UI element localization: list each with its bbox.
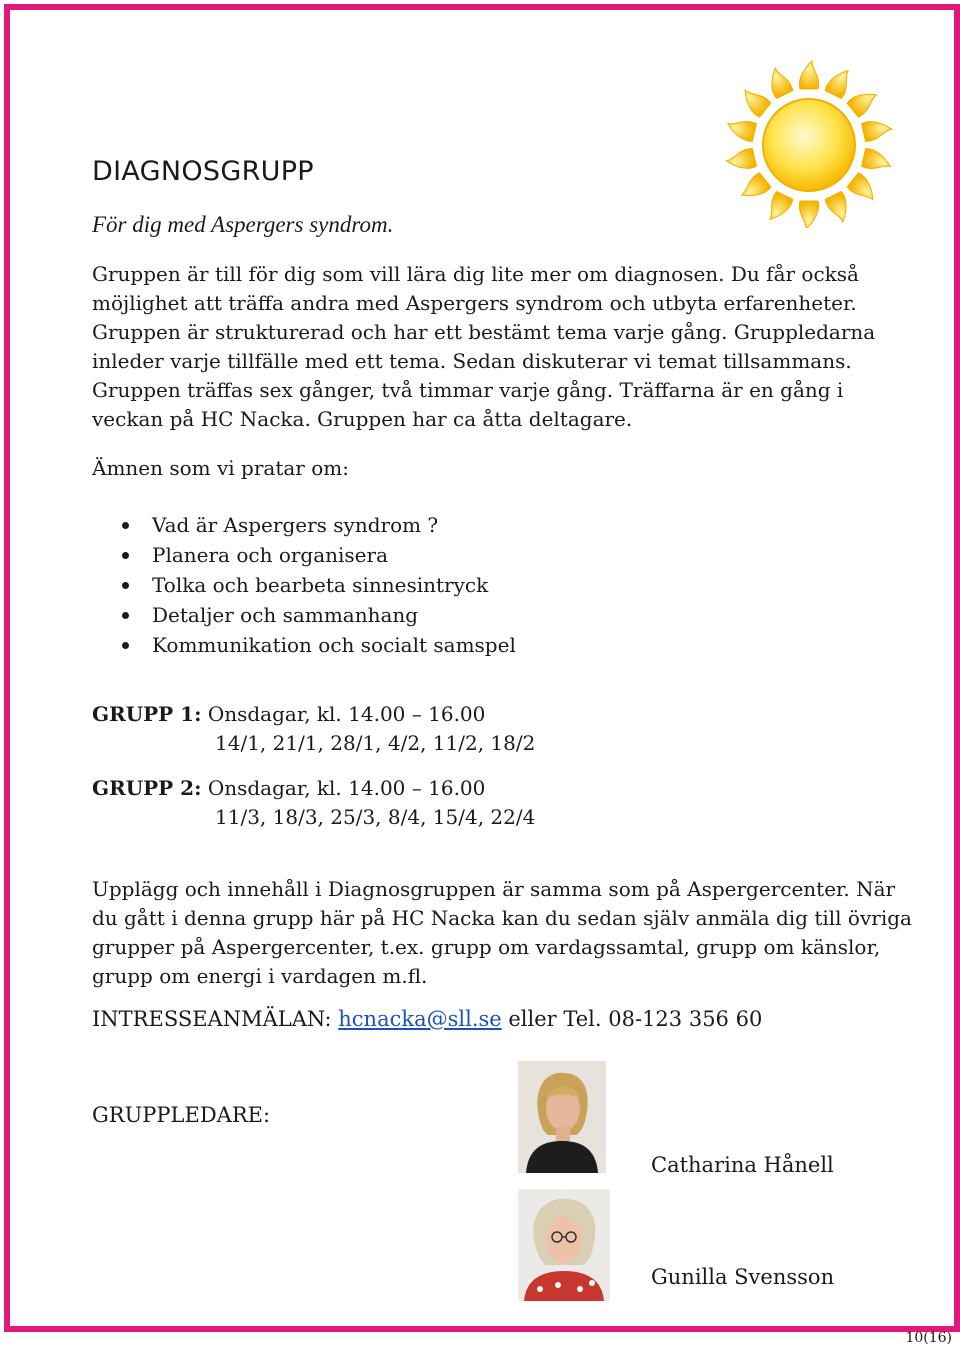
sun-ray bbox=[847, 85, 881, 117]
info-paragraph: Upplägg och innehåll i Diagnosgruppen är samma som på Aspergercenter. När du gått i denna grupp här på HC Nacka kan du sedan själv anmäla dig till övriga grupper på Aspergercenter, t.ex. grupp om vardagssamtal, grupp om känslor, grupp om energi i vardagen m.fl. bbox=[92, 877, 912, 988]
list-item bbox=[92, 510, 516, 540]
bullet-icon bbox=[122, 642, 129, 649]
sun-ray bbox=[825, 65, 854, 99]
contact-phone: eller Tel. 08-123 356 60 bbox=[501, 1007, 763, 1031]
sun-ray bbox=[847, 172, 881, 204]
topic-text: Vad är Aspergers syndrom ? bbox=[152, 513, 439, 537]
group-dates: 14/1, 21/1, 28/1, 4/2, 11/2, 18/2 bbox=[215, 731, 536, 755]
bullet-icon bbox=[122, 612, 129, 619]
page-title: DIAGNOSGRUPP bbox=[92, 156, 314, 187]
bullet-icon bbox=[122, 522, 129, 529]
sun-ray bbox=[725, 117, 757, 142]
group-dates: 11/3, 18/3, 25/3, 8/4, 15/4, 22/4 bbox=[215, 805, 536, 829]
sun-ray bbox=[861, 148, 893, 173]
intro-paragraph: Gruppen är till för dig som vill lära dig lite mer om diagnosen. Du får också möjlighet att träffa andra med Aspergers syndrom och utbyta erfarenheter. Gruppen är strukturerad och har ett bestämt tema varje gång. Gruppledarna inleder varje tillfälle med ett tema. Sedan diskuterar vi temat tillsammans. Gruppen träffas sex gånger, två timmar varje gång. Träffarna är en gång i veckan på HC Nacka. Gruppen har ca åtta deltagare. bbox=[92, 262, 876, 431]
list-item bbox=[92, 630, 516, 660]
leader-photo-2 bbox=[518, 1189, 610, 1301]
list-item bbox=[92, 570, 516, 600]
list-item bbox=[92, 600, 516, 630]
leader-name-1: Catharina Hånell bbox=[651, 1153, 834, 1177]
sun-ray bbox=[737, 172, 771, 204]
sun-ray bbox=[799, 201, 818, 228]
sun-ray bbox=[737, 85, 771, 117]
group-time: Onsdagar, kl. 14.00 – 16.00 bbox=[201, 776, 486, 800]
subtitle: För dig med Aspergers syndrom. bbox=[92, 212, 394, 237]
group-label: GRUPP 2: bbox=[92, 776, 202, 800]
leader-name-2: Gunilla Svensson bbox=[651, 1265, 835, 1289]
sun-ray bbox=[725, 148, 757, 173]
group-2-info bbox=[92, 774, 535, 832]
sun-ray bbox=[764, 191, 793, 225]
contact-line bbox=[92, 1007, 762, 1031]
group-1-info bbox=[92, 700, 535, 758]
bullet-icon bbox=[122, 552, 129, 559]
email-link[interactable]: hcnacka@sll.se bbox=[338, 1007, 502, 1031]
topic-text: Detaljer och sammanhang bbox=[152, 603, 419, 627]
page-number: 10(16) bbox=[905, 1330, 952, 1346]
sun-illustration bbox=[724, 58, 894, 228]
topic-text: Tolka och bearbeta sinnesintryck bbox=[152, 573, 489, 597]
leaders-label: GRUPPLEDARE: bbox=[92, 1103, 271, 1127]
list-item bbox=[92, 540, 516, 570]
sun-ray bbox=[825, 191, 854, 225]
topics-label: Ämnen som vi pratar om: bbox=[92, 456, 349, 480]
group-label: GRUPP 1: bbox=[92, 702, 202, 726]
topic-text: Planera och organisera bbox=[152, 543, 389, 567]
bullet-icon bbox=[122, 582, 129, 589]
topic-text: Kommunikation och socialt samspel bbox=[152, 633, 516, 657]
sun-ray bbox=[764, 65, 793, 99]
leader-photo-1 bbox=[518, 1061, 606, 1173]
sun-ray bbox=[799, 61, 818, 89]
topics-list bbox=[92, 510, 516, 660]
contact-label: INTRESSEANMÄLAN: bbox=[92, 1007, 332, 1031]
sun-ray bbox=[861, 117, 893, 142]
group-time: Onsdagar, kl. 14.00 – 16.00 bbox=[201, 702, 486, 726]
